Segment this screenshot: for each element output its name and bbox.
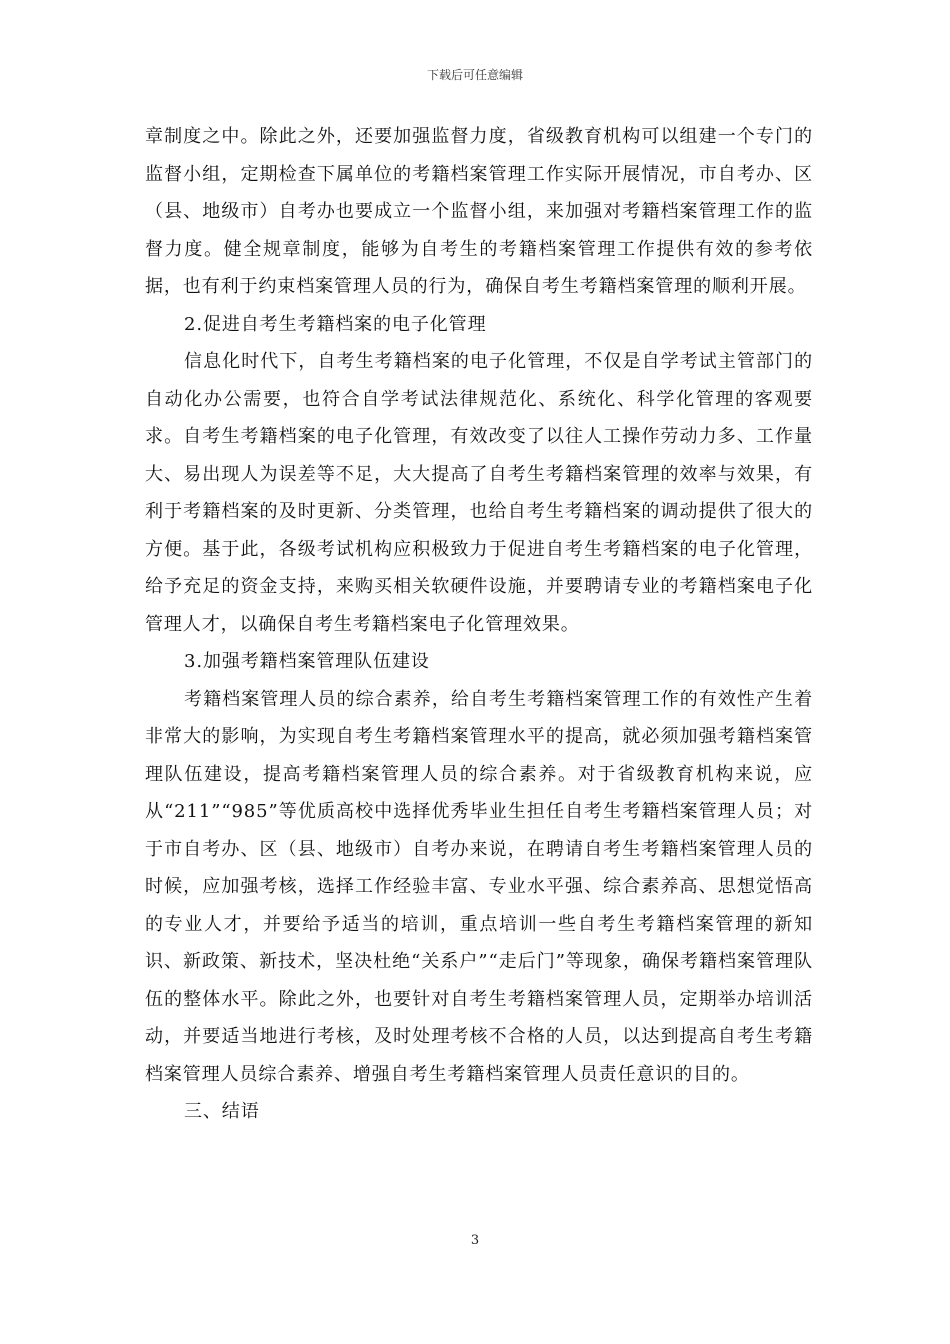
page-number: 3 xyxy=(470,1233,480,1248)
page-header: 下载后可任意编辑 xyxy=(426,68,523,82)
section-heading-3: 3.加强考籍档案管理队伍建设 xyxy=(184,651,430,672)
paragraph-continuation: 章制度之中。除此之外，还要加强监督力度，省级教育机构可以组建一个专门的监督小组，定期检查下属单位的考籍档案管理工作实际开展情况，市自考办、区（县、地级市）自考办也要成立一个监督小组，来加强对考籍档案管理工作的监督力度。健全规章制度，能够为自考生的考籍档案管理工作提供有效的参考依据，也有利于约束档案管理人员的行为，确保自考生考籍档案管理的顺利开展。 xyxy=(145,126,813,297)
document-body xyxy=(145,118,813,1131)
section-heading-2: 2.促进自考生考籍档案的电子化管理 xyxy=(184,313,487,335)
paragraph-electronic-management: 信息化时代下，自考生考籍档案的电子化管理，不仅是自学考试主管部门的自动化办公需要，也符合自学考试法律规范化、系统化、科学化管理的客观要求。自考生考籍档案的电子化管理，有效改变了以往人工操作劳动力多、工作量大、易出现人为误差等不足，大大提高了自考生考籍档案管理的效率与效果，有利于考籍档案的及时更新、分类管理，也给自考生考籍档案的调动提供了很大的方便。基于此，各级考试机构应积极致力于促进自考生考籍档案的电子化管理，给予充足的资金支持，来购买相关软硬件设施，并要聘请专业的考籍档案电子化管理人才，以确保自考生考籍档案电子化管理效果。 xyxy=(145,351,813,635)
section-heading-conclusion: 三、结语 xyxy=(184,1101,260,1122)
paragraph-team-building: 考籍档案管理人员的综合素养，给自考生考籍档案管理工作的有效性产生着非常大的影响，为实现自考生考籍档案管理水平的提高，就必须加强考籍档案管理队伍建设，提高考籍档案管理人员的综合素养。对于省级教育机构来说，应从“211”“985”等优质高校中选择优秀毕业生担任自考生考籍档案管理人员；对于市自考办、区（县、地级市）自考办来说，在聘请自考生考籍档案管理人员的时候，应加强考核，选择工作经验丰富、专业水平强、综合素养高、思想觉悟高的专业人才，并要给予适当的培训，重点培训一些自考生考籍档案管理的新知识、新政策、新技术，坚决杜绝“关系户”“走后门”等现象，确保考籍档案管理队伍的整体水平。除此之外，也要针对自考生考籍档案管理人员，定期举办培训活动，并要适当地进行考核，及时处理考核不合格的人员，以达到提高自考生考籍档案管理人员综合素养、增强自考生考籍档案管理人员责任意识的目的。 xyxy=(145,688,813,1085)
